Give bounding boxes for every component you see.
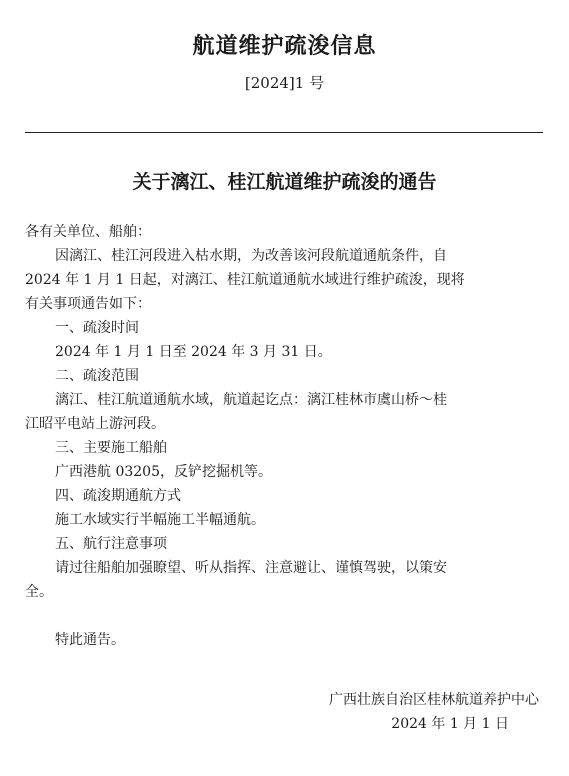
- section-body-scope: 漓江、桂江航道通航水域，航道起讫点：漓江桂林市虞山桥～桂: [55, 392, 447, 408]
- closing-text: 特此通告。: [55, 632, 125, 648]
- notice-body: [25, 220, 545, 652]
- section-body-vessels: 广西港航 03205，反铲挖掘机等。: [55, 464, 272, 480]
- document-number: [2024]1 号: [244, 74, 325, 92]
- section-body-precautions: 请过往船舶加强瞭望、听从指挥、注意避让、谨慎驾驶，以策安: [55, 560, 447, 576]
- section-heading-scope: 二、疏浚范围: [55, 368, 139, 384]
- signature-date: 2024 年 1 月 1 日: [391, 716, 509, 732]
- blank-line: [25, 604, 545, 628]
- intro-line: 2024 年 1 月 1 日起，对漓江、桂江航道通航水域进行维护疏浚，现将: [25, 272, 465, 288]
- signature-block: [329, 688, 539, 736]
- notice-title: 关于漓江、桂江航道维护疏浚的通告: [132, 171, 437, 193]
- section-heading-navigation: 四、疏浚期通航方式: [55, 488, 181, 504]
- intro-line: 有关事项通告如下：: [25, 296, 151, 312]
- intro-line: 因漓江、桂江河段进入枯水期，为改善该河段航道通航条件，自: [55, 248, 447, 264]
- section-heading-precautions: 五、航行注意事项: [55, 536, 167, 552]
- section-body-precautions: 全。: [25, 584, 53, 600]
- section-heading-time: 一、疏浚时间: [55, 320, 139, 336]
- signature-org: 广西壮族自治区桂林航道养护中心: [329, 692, 539, 708]
- header-divider: [25, 132, 543, 133]
- document-title: 航道维护疏浚信息: [192, 34, 377, 59]
- section-body-scope: 江昭平电站上游河段。: [25, 416, 165, 432]
- salutation: 各有关单位、船舶：: [25, 224, 151, 240]
- section-body-navigation: 施工水域实行半幅施工半幅通航。: [55, 512, 265, 528]
- section-body-time: 2024 年 1 月 1 日至 2024 年 3 月 31 日。: [55, 344, 332, 360]
- section-heading-vessels: 三、主要施工船舶: [55, 440, 167, 456]
